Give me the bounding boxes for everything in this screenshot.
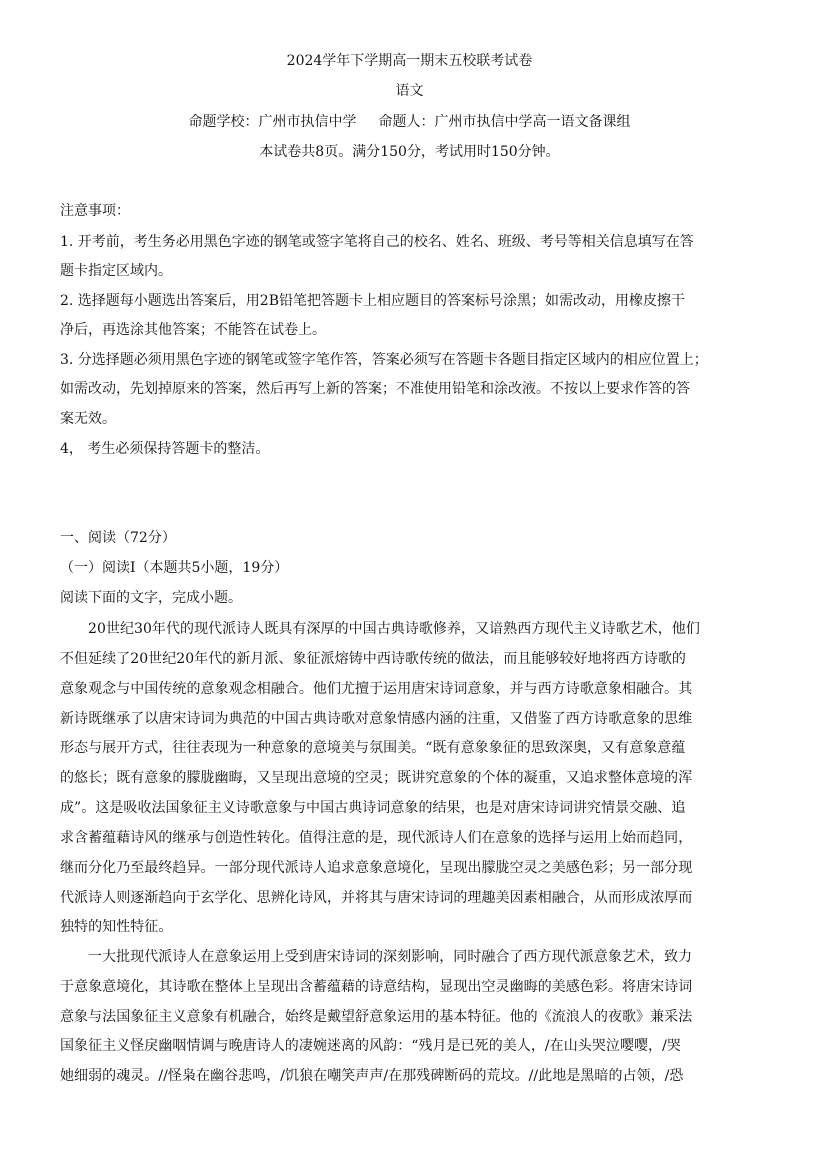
exam-info: 本试卷共8页。满分150分，考试用时150分钟。 xyxy=(259,144,560,160)
question-author: 命题人：广州市执信中学高一语文备课组 xyxy=(378,114,631,130)
passage-line: 国象征主义怪戾幽咽情调与晚唐诗人的凄婉迷离的风韵：“残月是已死的美人，/在山头哭泣嘤嘤，/哭 xyxy=(60,1038,681,1054)
passage-line: 成”。这是吸收法国象征主义诗歌意象与中国古典诗词意象的结果，也是对唐宋诗词讲究情景交融、追 xyxy=(60,800,686,816)
setting-school: 命题学校：广州市执信中学 xyxy=(188,114,357,130)
passage-line: 意象观念与中国传统的意象观念相融合。他们尤擅于运用唐宋诗词意象，并与西方诗歌意象相融合。其 xyxy=(60,681,693,697)
passage-line: 的悠长；既有意象的朦胧幽晦，又呈现出意境的空灵；既讲究意象的个体的凝重，又追求整体意境的浑 xyxy=(60,770,693,786)
notice-line: 如需改动，先划掉原来的答案，然后再写上新的答案；不准使用铅笔和涂改液。不按以上要求作答的答 xyxy=(60,381,690,397)
notice-heading: 注意事项： xyxy=(60,203,130,219)
notice-line: 净后，再选涂其他答案；不能答在试卷上。 xyxy=(60,322,326,338)
passage-line: 形态与展开方式，往往表现为一种意象的意境美与氛围美。“既有意象象征的思致深奥，又有意象意蕴 xyxy=(60,740,686,756)
notice-line: 1. 开考前，考生务必用黑色字迹的钢笔或签字笔将自己的校名、姓名、班级、考号等相关信息填写在答 xyxy=(60,234,694,250)
passage-line: 不但延续了20世纪20年代的新月派、象征派熔铸中西诗歌传统的做法，而且能够较好地将西方诗歌的 xyxy=(60,651,686,667)
notice-line: 题卡指定区域内。 xyxy=(60,263,172,279)
passage-line: 继而分化乃至最终趋异。一部分现代派诗人追求意象意境化，呈现出朦胧空灵之美感色彩；另一部分现 xyxy=(60,860,693,876)
passage-line: 意象与法国象征主义意象有机融合，始终是戴望舒意象运用的基本特征。他的《流浪人的夜歌》兼采法 xyxy=(60,1009,693,1025)
passage-line: 她细弱的魂灵。//怪枭在幽谷悲鸣，/饥狼在嘲笑声声/在那残碑断码的荒坟。//此地是黑暗的占领，/恐 xyxy=(60,1068,684,1084)
notice-line: 4， 考生必须保持答题卡的整洁。 xyxy=(60,441,270,457)
subject-title: 语文 xyxy=(395,83,424,99)
reading-instruction: 阅读下面的文字，完成小题。 xyxy=(60,590,242,606)
subsection-heading: （一）阅读Ⅰ（本题共5小题，19分） xyxy=(60,560,289,576)
passage-line: 求含蓄蕴藉诗风的继承与创造性转化。值得注意的是，现代派诗人们在意象的选择与运用上始而趋同， xyxy=(60,830,693,846)
passage-line: 一大批现代派诗人在意象运用上受到唐宋诗词的深刻影响，同时融合了西方现代派意象艺术，致力 xyxy=(88,949,693,965)
passage-line: 于意象意境化，其诗歌在整体上呈现出含蓄蕴藉的诗意结构，显现出空灵幽晦的美感色彩。将唐宋诗词 xyxy=(60,979,693,995)
notice-line: 3. 分选择题必须用黑色字迹的钢笔或签字笔作答，答案必须写在答题卡各题目指定区域内的相应位置上； xyxy=(60,352,708,368)
section-heading: 一、阅读（72分） xyxy=(60,530,176,546)
passage-line: 代派诗人则逐渐趋向于玄学化、思辨化诗风，并将其与唐宋诗词的理趣美因素相融合，从而形成浓厚而 xyxy=(60,890,693,906)
notice-line: 2. 选择题每小题选出答案后，用2B铅笔把答题卡上相应题目的答案标号涂黑；如需改动，用橡皮擦干 xyxy=(60,293,686,309)
notice-line: 案无效。 xyxy=(60,411,116,427)
exam-title: 2024学年下学期高一期末五校联考试卷 xyxy=(286,53,533,69)
passage-line: 20世纪30年代的现代派诗人既具有深厚的中国古典诗歌修养，又谙熟西方现代主义诗歌艺术，他们 xyxy=(88,621,700,637)
passage-line: 新诗既继承了以唐宋诗词为典范的中国古典诗歌对意象情感内涵的注重，又借鉴了西方诗歌意象的思维 xyxy=(60,711,693,727)
exam-meta xyxy=(0,111,819,131)
passage-line: 独特的知性特征。 xyxy=(60,919,173,935)
